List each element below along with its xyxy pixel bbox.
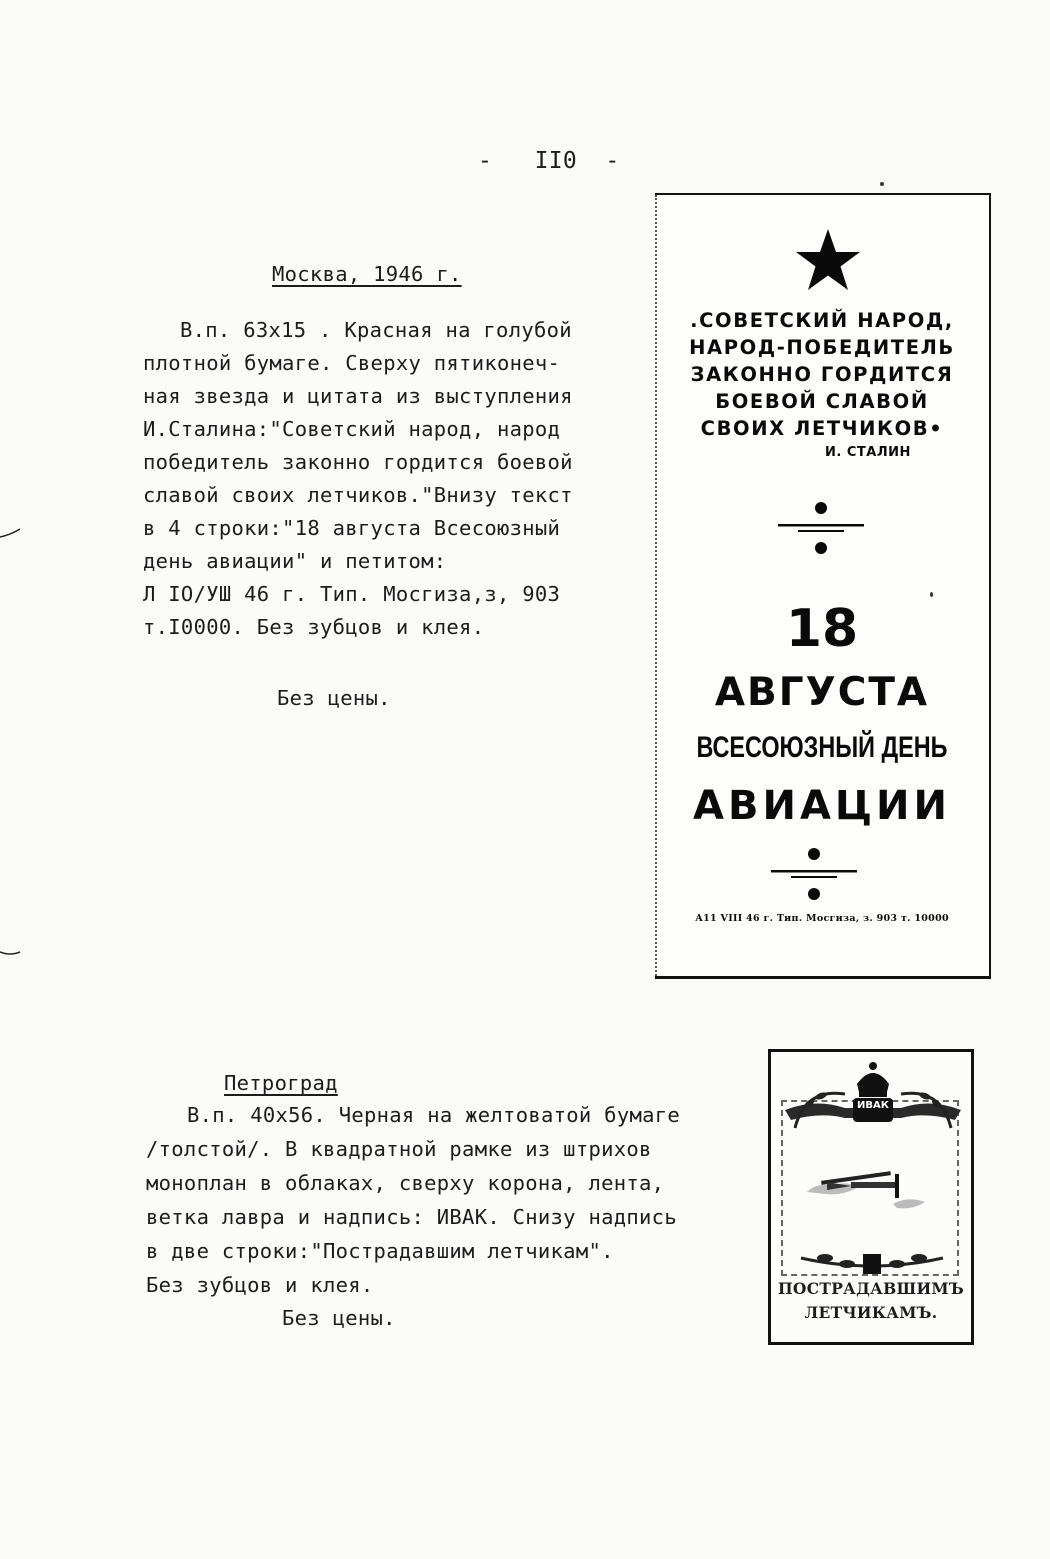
poster2-caption: [771, 1277, 971, 1325]
caption-line: ЛЕТЧИКАМЪ.: [804, 1303, 938, 1322]
all-union-day: ВСЕСОЮЗНЫЙ ДЕНЬ: [696, 731, 948, 764]
date-month: АВГУСТА: [714, 670, 930, 715]
division-sign-icon: [776, 501, 866, 557]
description-line: /толстой/. В квадратной рамке из штрихов: [146, 1137, 652, 1161]
five-point-star-icon: [794, 227, 862, 293]
poster-imprint: А11 VIII 46 г. Тип. Мосгиза, з. 903 т. 10000: [695, 913, 949, 924]
crown-icon: [775, 1058, 971, 1136]
aviation-word: АВИАЦИИ: [693, 783, 951, 829]
caption-line: ПОСТРАДАВШИМЪ: [778, 1279, 964, 1298]
aviation-day-poster: [655, 193, 991, 979]
page-number: - II0 -: [478, 148, 620, 174]
quote-author: И. СТАЛИН: [825, 445, 911, 460]
date-number: 18: [785, 599, 859, 659]
quote-line: БОЕВОЙ СЛАВОЙ: [715, 390, 929, 413]
ivak-emblem-label: ИВАК: [857, 1100, 889, 1111]
description-line: ветка лавра и надпись: ИВАК. Снизу надпись: [146, 1205, 677, 1229]
section2-heading: Петроград: [224, 1071, 338, 1095]
paper-speck: [880, 182, 884, 186]
description-line: Л IO/УШ 46 г. Тип. Мосгиза,з, 903: [143, 582, 561, 606]
section2-price: Без цены.: [282, 1306, 396, 1330]
description-line: В.п. 63х15 . Красная на голубой: [180, 318, 572, 342]
section1-price: Без цены.: [277, 686, 391, 710]
description-line: в две строки:"Пострадавшим летчикам".: [146, 1239, 614, 1263]
laurel-branch-icon: [795, 1238, 949, 1278]
description-line: плотной бумаге. Сверху пятиконеч-: [143, 351, 561, 375]
division-sign-icon: [769, 847, 859, 903]
paper-speck: [930, 592, 933, 597]
quote-line: ЗАКОННО ГОРДИТСЯ: [690, 363, 954, 386]
description-line: моноплан в облаках, сверху корона, лента,: [146, 1171, 665, 1195]
quote-line: СВОИХ ЛЕТЧИКОВ•: [700, 417, 944, 440]
monoplane-icon: [797, 1152, 947, 1222]
description-line: победитель законно гордится боевой: [143, 450, 573, 474]
stalin-quote: [655, 307, 989, 442]
description-line: Без зубцов и клея.: [146, 1273, 374, 1297]
description-line: В.п. 40х56. Черная на желтоватой бумаге: [187, 1103, 681, 1127]
description-line: в 4 строки:"18 августа Всесоюзный: [143, 516, 561, 540]
description-line: славой своих летчиков."Внизу текст: [143, 483, 573, 507]
section1-heading: Москва, 1946 г.: [272, 262, 462, 286]
hole-punch-mark: [0, 940, 24, 970]
description-line: ная звезда и цитата из выступления: [143, 384, 573, 408]
quote-line: НАРОД-ПОБЕДИТЕЛЬ: [689, 336, 955, 359]
hole-punch-mark: [0, 515, 24, 545]
description-line: день авиации" и петитом:: [143, 549, 447, 573]
quote-line: .СОВЕТСКИЙ НАРОД,: [690, 309, 954, 332]
description-line: т.I0000. Без зубцов и клея.: [143, 615, 485, 639]
ivak-charity-poster: [768, 1049, 974, 1345]
description-line: И.Сталина:"Советский народ, народ: [143, 417, 561, 441]
